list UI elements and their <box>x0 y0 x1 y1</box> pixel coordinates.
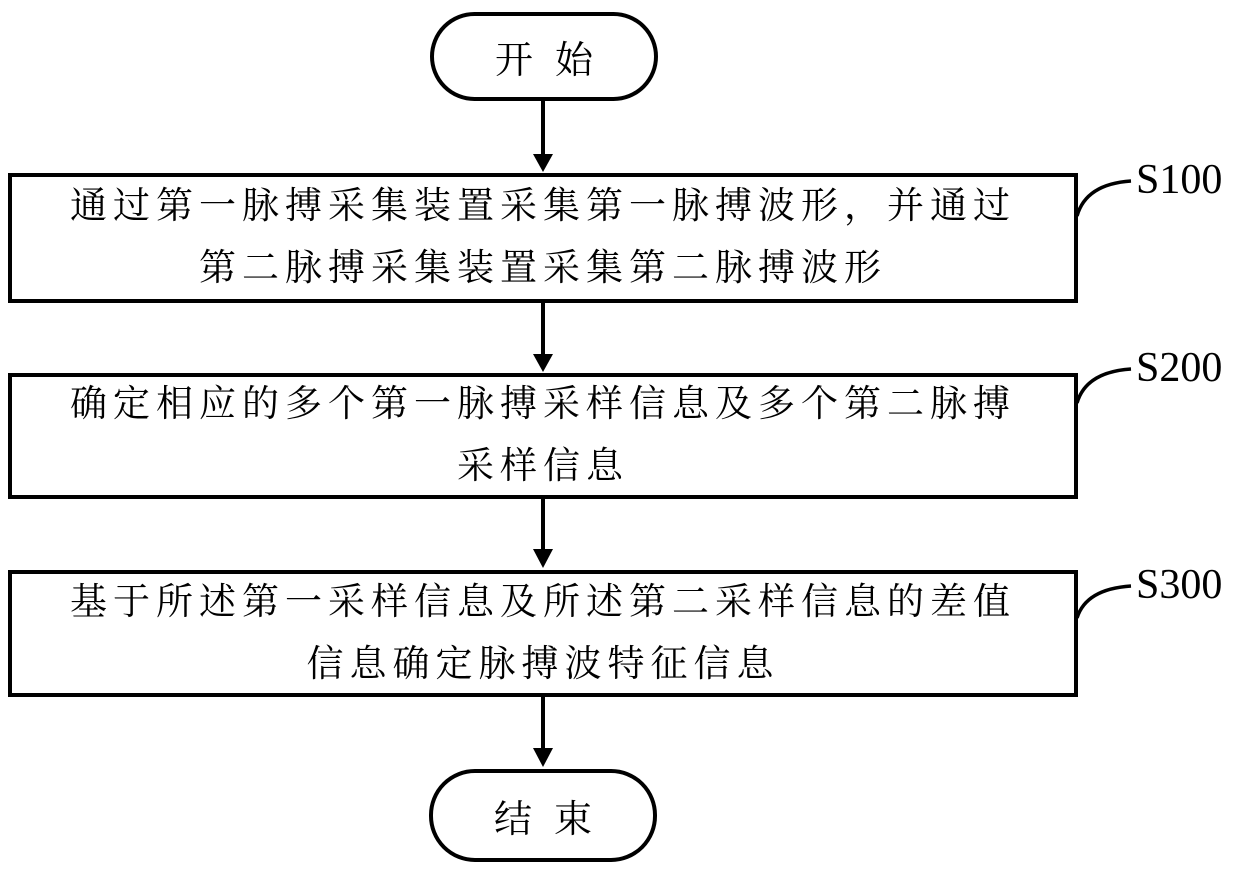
end-terminal <box>429 769 657 862</box>
arrow-step1-to-step2 <box>533 303 553 372</box>
step-label-s100: S100 <box>1136 157 1223 203</box>
leader-s300 <box>1077 586 1131 618</box>
step-box-s200 <box>8 373 1078 499</box>
step-label-s200: S200 <box>1136 345 1223 391</box>
step-box-s100 <box>8 173 1078 303</box>
step-s200-line1: 确定相应的多个第一脉搏采样信息及多个第二脉搏 <box>70 384 1016 425</box>
step-box-s300 <box>8 570 1078 697</box>
arrow-start-to-step1 <box>533 101 553 172</box>
step-label-s300: S300 <box>1136 562 1223 608</box>
start-label: 开始 <box>494 40 615 82</box>
leader-s100 <box>1077 181 1131 216</box>
arrow-step2-to-step3 <box>533 498 553 568</box>
step-s300-line2: 信息确定脉搏波特征信息 <box>306 643 780 685</box>
end-label: 结束 <box>493 799 614 841</box>
start-terminal <box>430 12 658 101</box>
arrow-step3-to-end <box>533 696 553 767</box>
step-s100-line1: 通过第一脉搏采集装置采集第一脉搏波形，并通过 <box>70 186 1016 227</box>
step-s100-line2: 第二脉搏采集装置采集第二脉搏波形 <box>199 248 887 289</box>
step-s200-line2: 采样信息 <box>457 446 629 487</box>
step-s300-line1: 基于所述第一采样信息及所述第二采样信息的差值 <box>70 581 1016 623</box>
leader-s200 <box>1077 369 1131 403</box>
